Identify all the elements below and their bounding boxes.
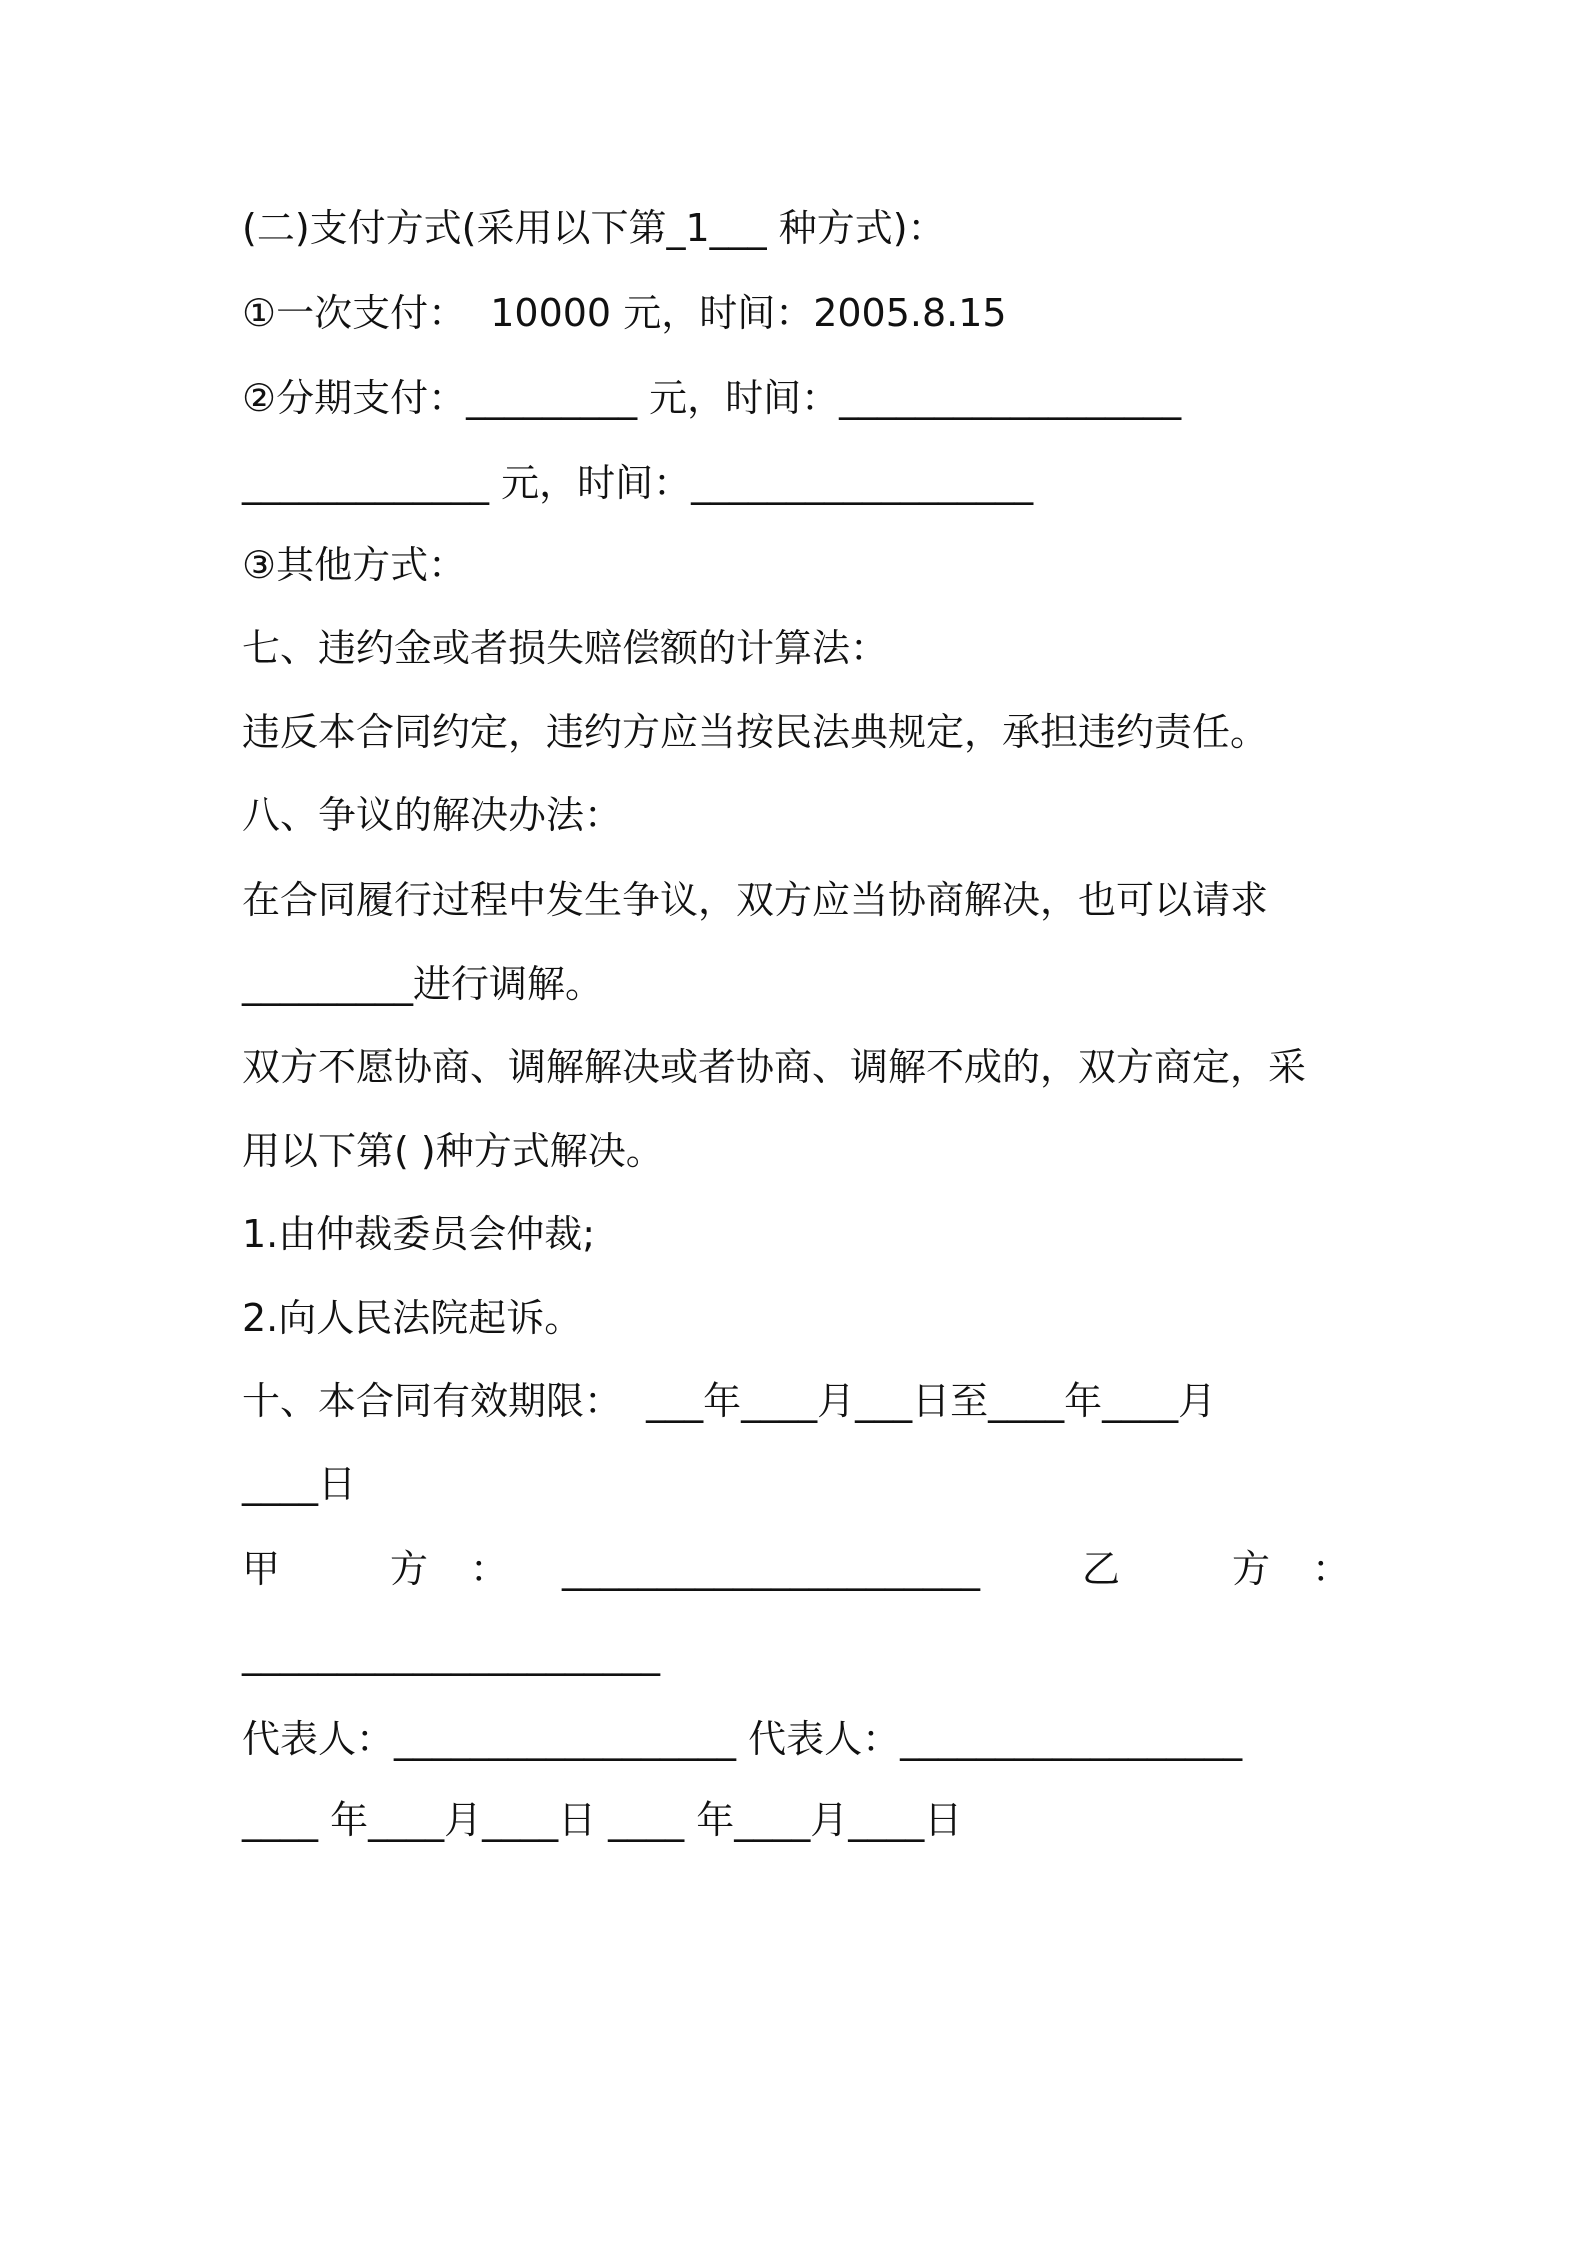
other-payment-method: ③其他方式： — [242, 543, 467, 587]
validity-period: 十、本合同有效期限： ___年____月___日至____年____月 — [242, 1379, 1217, 1423]
party-a-label: 甲 — [242, 1547, 281, 1591]
party-b-blank: ______________________ — [242, 1632, 660, 1676]
party-a-colon: ： — [470, 1547, 509, 1591]
arbitration-option: 1.由仲裁委员会仲裁; — [242, 1212, 596, 1256]
section-eight-body-2: _________进行调解。 — [242, 962, 604, 1006]
party-a-blank: ______________________ — [562, 1547, 980, 1591]
party-a-fang: 方 — [390, 1547, 429, 1591]
lump-sum-payment: ①一次支付： 10000 元，时间：2005.8.15 — [242, 291, 1007, 335]
litigation-option: 2.向人民法院起诉。 — [242, 1296, 583, 1340]
payment-method-heading: (二)支付方式(采用以下第_1___ 种方式)： — [242, 206, 946, 250]
section-eight-body-4: 用以下第( )种方式解决。 — [242, 1129, 664, 1173]
party-b-label: 乙 — [1082, 1547, 1121, 1591]
party-b-colon: ： — [1312, 1547, 1351, 1591]
installment-payment-continued: _____________ 元，时间：__________________ — [242, 461, 1034, 505]
signing-date-line: ____ 年____月____日 ____ 年____月____日 — [242, 1798, 963, 1842]
section-seven-body: 违反本合同约定，违约方应当按民法典规定，承担违约责任。 — [242, 710, 1269, 754]
representative-line: 代表人：__________________ 代表人：__________________ — [242, 1717, 1243, 1761]
section-eight-heading: 八、争议的解决办法： — [242, 793, 623, 837]
section-seven-heading: 七、违约金或者损失赔偿额的计算法： — [242, 626, 889, 670]
installment-payment: ②分期支付：_________ 元，时间：__________________ — [242, 376, 1182, 420]
party-b-fang: 方 — [1232, 1547, 1271, 1591]
section-eight-body-3: 双方不愿协商、调解解决或者协商、调解不成的，双方商定，采 — [242, 1045, 1307, 1089]
section-eight-body-1: 在合同履行过程中发生争议，双方应当协商解决，也可以请求 — [242, 878, 1269, 922]
validity-period-continued: ____日 — [242, 1462, 357, 1506]
